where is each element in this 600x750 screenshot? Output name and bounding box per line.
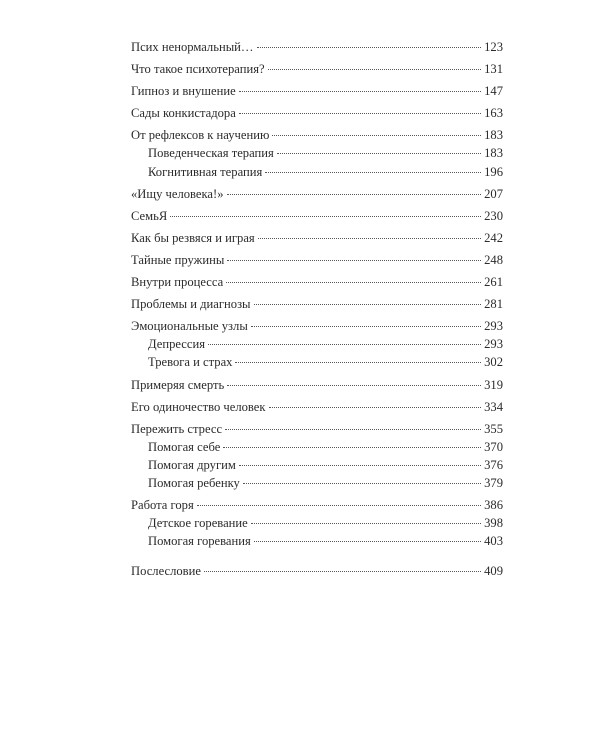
toc-entry-page: 403 — [484, 534, 503, 549]
toc-entry-page: 147 — [484, 84, 503, 99]
toc-entry-title: Депрессия — [148, 337, 205, 352]
toc-entry-page: 398 — [484, 516, 503, 531]
toc-entry-page: 183 — [484, 128, 503, 143]
dot-leader — [208, 344, 481, 345]
toc-entry-page: 319 — [484, 377, 503, 392]
toc-entry-page: 183 — [484, 146, 503, 161]
toc-entry[interactable] — [131, 496, 503, 514]
toc-entry-page: 131 — [484, 62, 503, 77]
toc-entry-title: Работа горя — [131, 498, 194, 513]
toc-entry-title: Тайные пружины — [131, 252, 225, 267]
toc-entry-title: Помогая другим — [148, 457, 236, 472]
table-of-contents — [131, 38, 503, 580]
toc-entry-title: От рефлексов к научению — [131, 128, 270, 143]
toc-entry[interactable] — [131, 38, 503, 56]
toc-entry-page: 376 — [484, 457, 503, 472]
toc-entry[interactable] — [131, 229, 503, 247]
dot-leader — [239, 91, 481, 92]
toc-entry[interactable] — [131, 376, 503, 394]
toc-entry-title: Проблемы и диагнозы — [131, 297, 251, 312]
toc-entry-page: 248 — [484, 252, 503, 267]
toc-entry-title: Как бы резвяся и играя — [131, 230, 255, 245]
toc-entry[interactable] — [131, 126, 503, 144]
dot-leader — [243, 483, 481, 484]
dot-leader — [258, 238, 481, 239]
toc-subentry[interactable] — [131, 532, 503, 550]
toc-entry-title: Псих ненормальный… — [131, 40, 254, 54]
dot-leader — [239, 113, 481, 114]
toc-entry-page: 293 — [484, 319, 503, 334]
toc-entry-title: Сады конкистадора — [131, 106, 236, 121]
toc-entry-page: 334 — [484, 399, 503, 414]
dot-leader — [251, 326, 481, 327]
dot-leader — [223, 447, 481, 448]
toc-entry-page: 302 — [484, 355, 503, 370]
toc-entry-title: «Ищу человека!» — [131, 186, 224, 201]
toc-entry-title: Что такое психотерапия? — [131, 62, 265, 77]
toc-entry-title: Пережить стресс — [131, 421, 223, 436]
toc-entry[interactable] — [131, 82, 503, 100]
toc-entry-page: 207 — [484, 186, 503, 201]
dot-leader — [235, 362, 481, 363]
toc-entry-page: 261 — [484, 275, 503, 290]
dot-leader — [265, 172, 481, 173]
toc-entry-title: Гипноз и внушение — [131, 84, 236, 99]
toc-entry-title: Примеряя смерть — [131, 377, 225, 392]
toc-entry-page: 281 — [484, 297, 503, 312]
toc-subentry[interactable] — [131, 514, 503, 532]
dot-leader — [277, 153, 481, 154]
toc-subentry[interactable] — [131, 144, 503, 162]
toc-entry[interactable] — [131, 562, 503, 580]
toc-entry-page: 123 — [484, 40, 503, 54]
toc-entry-page: 379 — [484, 475, 503, 490]
toc-entry[interactable] — [131, 251, 503, 269]
toc-entry-page: 355 — [484, 421, 503, 436]
dot-leader — [268, 69, 482, 70]
toc-entry[interactable] — [131, 207, 503, 225]
toc-entry[interactable] — [131, 420, 503, 438]
dot-leader — [257, 47, 482, 48]
toc-entry-title: Помогая ребенку — [148, 475, 240, 490]
toc-entry-page: 409 — [484, 564, 503, 579]
toc-subentry[interactable] — [131, 438, 503, 456]
toc-entry-title: Послесловие — [131, 564, 201, 579]
toc-entry[interactable] — [131, 104, 503, 122]
toc-entry-title: Тревога и страх — [148, 355, 233, 370]
toc-entry-page: 293 — [484, 337, 503, 352]
toc-entry-page: 230 — [484, 208, 503, 223]
toc-entry-page: 196 — [484, 164, 503, 179]
toc-subentry[interactable] — [131, 163, 503, 181]
toc-subentry[interactable] — [131, 335, 503, 353]
toc-subentry[interactable] — [131, 353, 503, 371]
dot-leader — [225, 429, 481, 430]
dot-leader — [170, 216, 481, 217]
dot-leader — [254, 304, 482, 305]
toc-entry-title: СемьЯ — [131, 208, 168, 223]
toc-entry-title: Детское горевание — [148, 516, 248, 531]
toc-entry-title: Помогая себе — [148, 439, 221, 454]
dot-leader — [204, 571, 481, 572]
toc-entry-title: Эмоциональные узлы — [131, 319, 248, 334]
toc-entry-title: Помогая горевания — [148, 534, 251, 549]
dot-leader — [227, 260, 481, 261]
toc-entry-title: Когнитивная терапия — [148, 164, 263, 179]
toc-entry[interactable] — [131, 295, 503, 313]
toc-entry[interactable] — [131, 273, 503, 291]
toc-entry[interactable] — [131, 398, 503, 416]
dot-leader — [239, 465, 481, 466]
toc-entry-title: Его одиночество человек — [131, 399, 266, 414]
toc-entry[interactable] — [131, 60, 503, 78]
toc-entry-page: 370 — [484, 439, 503, 454]
toc-subentry[interactable] — [131, 474, 503, 492]
toc-entry[interactable] — [131, 185, 503, 203]
dot-leader — [251, 523, 481, 524]
toc-entry[interactable] — [131, 317, 503, 335]
toc-entry-title: Внутри процесса — [131, 275, 224, 290]
dot-leader — [227, 194, 482, 195]
toc-entry-page: 163 — [484, 106, 503, 121]
dot-leader — [226, 282, 481, 283]
dot-leader — [269, 407, 482, 408]
toc-subentry[interactable] — [131, 456, 503, 474]
toc-entry-page: 386 — [484, 498, 503, 513]
dot-leader — [227, 385, 481, 386]
dot-leader — [197, 505, 481, 506]
dot-leader — [254, 541, 481, 542]
toc-entry-title: Поведенческая терапия — [148, 146, 274, 161]
dot-leader — [272, 135, 481, 136]
toc-entry-page: 242 — [484, 230, 503, 245]
